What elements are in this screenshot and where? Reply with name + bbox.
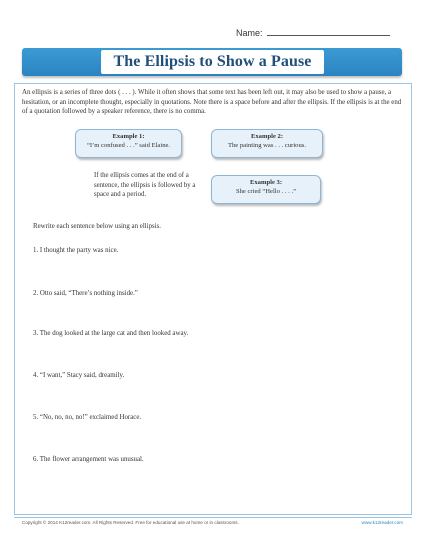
instructions: Rewrite each sentence below using an ellipsis. bbox=[33, 223, 162, 230]
example-1-heading: Example 1: bbox=[112, 133, 145, 140]
example-3-text: She cried “Hello . . . .” bbox=[235, 188, 297, 195]
example-3-box bbox=[211, 175, 321, 204]
page-title: The Ellipsis to Show a Pause bbox=[113, 53, 312, 70]
name-field bbox=[236, 27, 390, 38]
example-3-heading: Example 3: bbox=[249, 179, 283, 186]
footer-divider bbox=[14, 517, 412, 518]
example-1-text: “I’m confused . . .” said Elaine. bbox=[86, 142, 171, 149]
intro-paragraph: An ellipsis is a series of three dots ( . . . ). While it often shows that some text has been left out, it may also be used to show a pause, a hesitation, or an incomplete thought, especially in quotations. Note there is a space before and after the ellipsis. If the ellipsis is at the end of a quotation followed by a speaker reference, there is no comma. bbox=[22, 89, 402, 116]
name-blank-line bbox=[267, 27, 390, 36]
copyright-text: Copyright © 2014 K12reader.com. All Rights Reserved. Free for educational use at home or in classrooms. bbox=[22, 520, 239, 525]
side-note: If the ellipsis comes at the end of a sentence, the ellipsis is followed by a space and a period. bbox=[94, 172, 196, 199]
example-2-box bbox=[211, 129, 323, 158]
question-1: 1. I thought the party was nice. bbox=[33, 247, 119, 254]
question-3: 3. The dog looked at the large cat and then looked away. bbox=[33, 330, 189, 337]
name-label: Name: bbox=[236, 28, 263, 38]
question-5: 5. “No, no, no, no!” exclaimed Horace. bbox=[33, 414, 142, 421]
example-1-box bbox=[75, 129, 182, 158]
question-2: 2. Otto said, “There’s nothing inside.” bbox=[33, 290, 138, 297]
example-2-heading: Example 2: bbox=[250, 133, 284, 140]
example-2-text: The painting was . . . curious. bbox=[227, 142, 306, 149]
site-link[interactable]: www.k12reader.com bbox=[361, 520, 403, 525]
title-box bbox=[101, 50, 324, 74]
question-6: 6. The flower arrangement was unusual. bbox=[33, 456, 144, 463]
question-4: 4. “I want,” Stacy said, dreamily. bbox=[33, 372, 125, 379]
